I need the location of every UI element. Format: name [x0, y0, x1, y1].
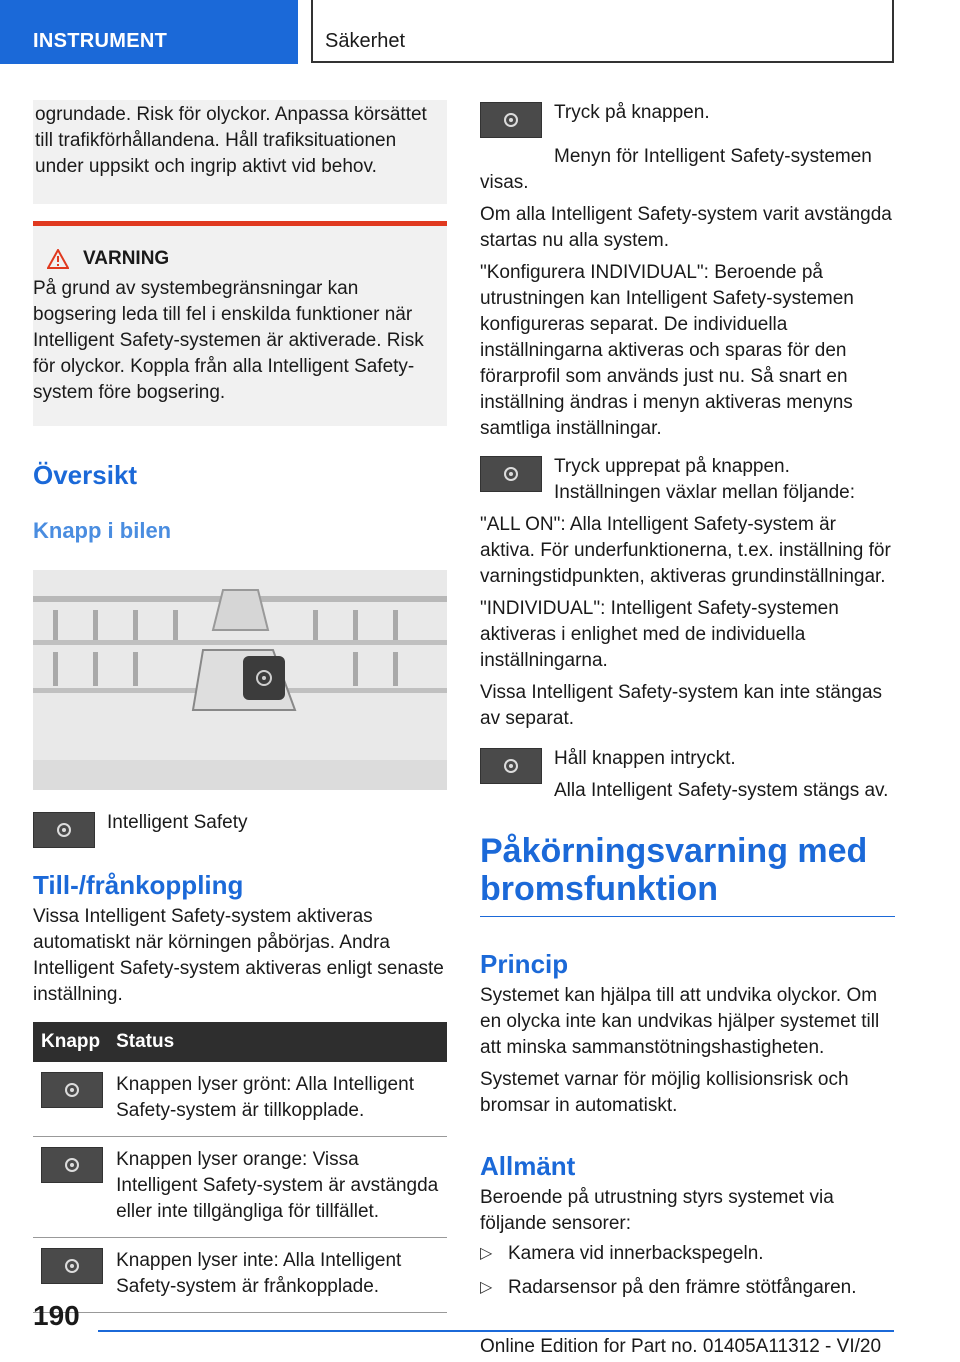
- page-number: 190: [33, 1300, 80, 1331]
- warning-box: [33, 221, 447, 426]
- warning-triangle-icon: [47, 249, 69, 269]
- step-text: Håll knappen intryckt.: [554, 748, 736, 769]
- button-legend: [33, 810, 447, 848]
- heading-allmant: Allmänt: [480, 1151, 576, 1181]
- button-green-icon: [41, 1072, 103, 1108]
- table-cell-status: Knappen lyser orange: Vissa Intelligent Safety-system är avstängda eller inte tillgängliga för tillfället.: [108, 1137, 447, 1238]
- table-row: [33, 1137, 447, 1238]
- step-result: Menyn för Intelligent Safety-systemen visas.: [480, 146, 872, 193]
- paragraph: Beroende på utrustning styrs systemet via följande sensorer:: [480, 1187, 834, 1234]
- table-header-knapp: Knapp: [33, 1022, 108, 1062]
- heading-princip: Princip: [480, 949, 569, 979]
- warning-header: [33, 246, 443, 272]
- left-column: [33, 100, 447, 1313]
- table-cell-status: Knappen lyser grönt: Alla Intelligent Safety-system är tillkopplade.: [108, 1062, 447, 1137]
- till-text: Vissa Intelligent Safety-system aktiveras automatiskt när körningen påbörjas. Andra Intelligent Safety-system aktiveras enligt senaste inställning.: [33, 906, 444, 1005]
- right-column: [480, 100, 895, 1309]
- intro-box: [33, 100, 447, 204]
- button-caption: Intelligent Safety: [107, 812, 248, 833]
- paragraph: Systemet varnar för möjlig kollisionsrisk och bromsar in automatiskt.: [480, 1069, 849, 1116]
- page-section-title: Säkerhet: [311, 0, 894, 63]
- paragraph: Systemet kan hjälpa till att undvika olyckor. Om en olycka inte kan undvikas hjälper systemet till att minska sammanstötningshastigheten.: [480, 985, 880, 1058]
- table-row: [33, 1238, 447, 1313]
- footer-rule: [98, 1330, 894, 1332]
- sensor-list: [480, 1241, 895, 1301]
- paragraph: "INDIVIDUAL": Intelligent Safety-systemen aktiveras i enlighet med de individuella inställningarna.: [480, 598, 839, 671]
- table-row: [33, 1062, 447, 1137]
- button-orange-icon: [41, 1147, 103, 1183]
- button-off-icon: [41, 1248, 103, 1284]
- footer-edition: Online Edition for Part no. 01405A11312 - VI/20: [480, 1336, 882, 1357]
- intelligent-safety-button-icon: [480, 456, 542, 492]
- step-result: Alla Intelligent Safety-system stängs av.: [554, 780, 889, 801]
- paragraph: Om alla Intelligent Safety-system varit avstängda startas nu alla system.: [480, 204, 892, 251]
- table-cell-status: Knappen lyser inte: Alla Intelligent Safety-system är frånkopplade.: [108, 1238, 447, 1313]
- intelligent-safety-button-icon: [480, 748, 542, 784]
- grille-button-photo: [33, 570, 447, 790]
- step-press-repeat: [480, 454, 895, 506]
- heading-knapp-i-bilen: Knapp i bilen: [33, 518, 172, 543]
- section-tab: INSTRUMENT: [0, 0, 298, 64]
- warning-label: VARNING: [83, 248, 170, 269]
- step-text: Tryck på knappen.: [554, 102, 710, 123]
- heading-pakorningsvarning: Påkörningsvarning med bromsfunktion: [480, 832, 895, 917]
- intelligent-safety-button-icon: [480, 102, 542, 138]
- status-table: [33, 1022, 447, 1313]
- list-item: ▷ Radarsensor på den främre stötfångaren.: [480, 1275, 895, 1301]
- step-hold: [480, 746, 895, 804]
- heading-till-frankoppling: Till-/frånkoppling: [33, 870, 244, 900]
- table-header-row: [33, 1022, 447, 1062]
- heading-oversikt: Översikt: [33, 460, 138, 490]
- paragraph: "ALL ON": Alla Intelligent Safety-system är aktiva. För underfunktionerna, t.ex. inställning för varningstidpunkten, aktiveras grundinställningar.: [480, 514, 891, 587]
- grille-illustration: [33, 570, 447, 790]
- paragraph: "Konfigurera INDIVIDUAL": Beroende på utrustningen kan Intelligent Safety-systemen konfigureras separat. De individuella inställningarna aktiveras och sparas för den förarprofil som används just nu. Så snart en inställning ändras i menyn aktiveras menyns samtliga inställningar.: [480, 262, 854, 439]
- intelligent-safety-button-icon: [33, 812, 95, 848]
- paragraph: Vissa Intelligent Safety-system kan inte stängas av separat.: [480, 682, 883, 729]
- list-item: ▷ Kamera vid innerbackspegeln.: [480, 1241, 895, 1267]
- step-text: Tryck upprepat på knappen. Inställningen växlar mellan följande:: [554, 456, 856, 503]
- warning-text: På grund av systembegränsningar kan bogsering leda till fel i enskilda funktioner när Intelligent Safety-systemen är aktiverade. Risk för olyckor. Koppla från alla Intelligent Safety-system före bogsering.: [33, 278, 424, 403]
- table-header-status: Status: [108, 1022, 447, 1062]
- intro-text: ogrundade. Risk för olyckor. Anpassa körsättet till trafikförhållandena. Håll trafiksituationen under uppsikt och ingrip aktivt vid behov.: [35, 104, 427, 177]
- step-press: [480, 100, 895, 138]
